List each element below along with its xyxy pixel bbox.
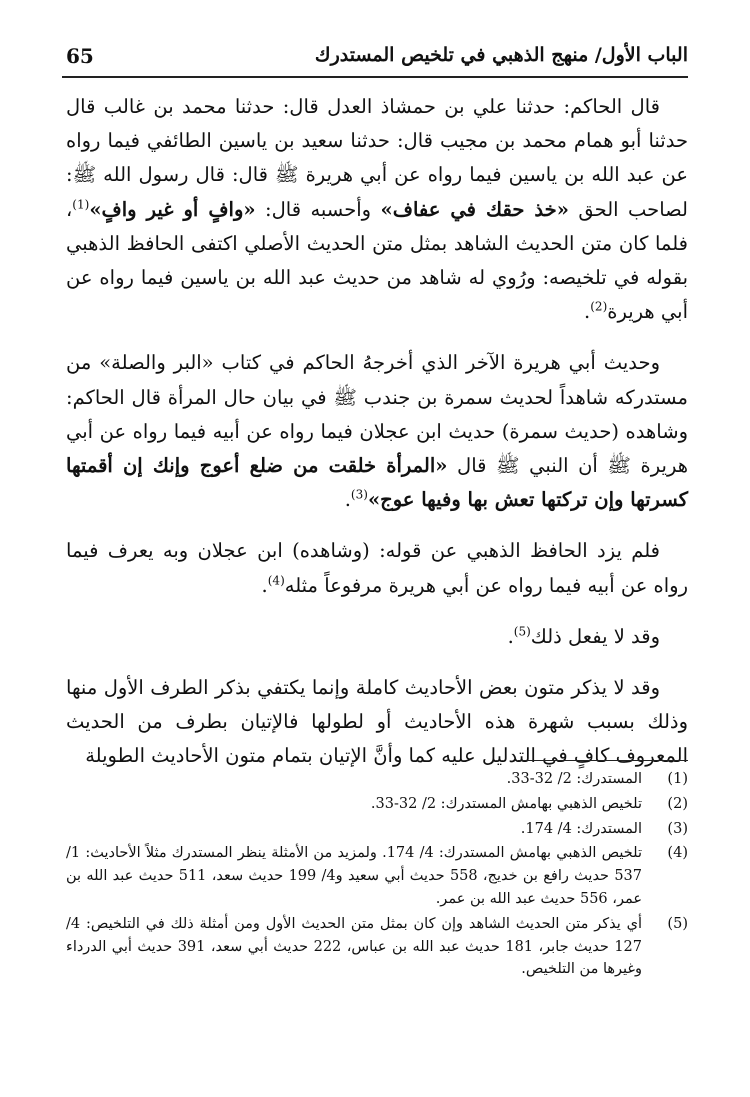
footnote bbox=[66, 913, 688, 981]
hadith-quote: «خذ حقك في عفاف» bbox=[380, 197, 569, 221]
footnote-text: أي يذكر متن الحديث الشاهد وإن كان بمثل متن الحديث الأول ومن أمثلة ذلك في التلخيص: 4/ 127 حديث جابر، 181 حديث عبد الله بن عباس، 222 حديث أبي سعد، 391 حديث أبي الدرداء وغيرها من التلخيص. bbox=[66, 915, 642, 978]
text-run: ، فلما كان متن الحديث الشاهد بمثل متن الحديث الأصلي اكتفى الحافظ الذهبي بقوله في تلخيصه: ورُوي له شاهد من حديث عبد الله بن ياسين فيما رواه عن أبي هريرة bbox=[66, 197, 688, 324]
text-run: . bbox=[261, 573, 268, 597]
text-run: وأحسبه قال: bbox=[255, 197, 381, 221]
footnote-ref: (2) bbox=[590, 299, 608, 314]
text-run: . bbox=[507, 624, 514, 648]
footnote bbox=[66, 818, 688, 841]
text-run: قال الحاكم: حدثنا علي بن حمشاذ العدل قال: حدثنا محمد بن غالب قال حدثنا أبو همام محمد بن مجيب قال: حدثنا سعيد بن ياسين الطائفي فيما رواه عن عبد الله بن ياسين فيما رواه عن أبي هريرة ﷺ قال: قال رسول الله ﷺ: لصاحب الحق bbox=[66, 95, 688, 221]
footnote-number: (3) bbox=[667, 820, 688, 837]
footnote-ref: (5) bbox=[513, 624, 531, 639]
footnote-number: (5) bbox=[667, 915, 688, 932]
footnote-number: (1) bbox=[667, 771, 688, 787]
text-run: فلم يزد الحافظ الذهبي عن قوله: (وشاهده) ابن عجلان وبه يعرف فيما رواه عن أبيه فيما رواه عن أبي هريرة مرفوعاً مثله bbox=[66, 539, 688, 597]
text-run: وقد لا يذكر متون بعض الأحاديث كاملة وإنما يكتفي بذكر الطرف الأول منها وذلك بسبب شهرة هذه الأحاديث أو لطولها فالإتيان بطرف من الحديث المعروف كافٍ في التدليل عليه كما وأنَّ الإتيان بتمام متون الأحاديث الطويلة bbox=[66, 676, 688, 768]
footnote-number: (4) bbox=[667, 845, 688, 862]
paragraph bbox=[66, 346, 688, 517]
paragraph bbox=[66, 671, 688, 774]
footnote bbox=[66, 842, 688, 910]
text-run: . bbox=[584, 300, 591, 324]
footnote-divider bbox=[518, 760, 688, 761]
paragraph bbox=[66, 90, 688, 329]
page-header bbox=[62, 38, 688, 78]
footnote-number: (2) bbox=[667, 795, 688, 812]
paragraph bbox=[66, 534, 688, 602]
footnote-ref: (3) bbox=[350, 487, 368, 502]
page-number: 65 bbox=[66, 44, 94, 68]
text-run: وحديث أبي هريرة الآخر الذي أخرجهُ الحاكم في كتاب «البر والصلة» من مستدركه شاهداً لحديث سمرة بن جندب ﷺ في بيان حال المرأة قال الحاكم: وشاهده (حديث سمرة) حديث ابن عجلان فيما رواه عن أبيه فيما رواه عن أبي هريرة ﷺ أن النبي ﷺ قال bbox=[66, 351, 688, 478]
text-run: وقد لا يفعل ذلك bbox=[530, 624, 660, 648]
footnote-text: تلخيص الذهبي بهامش المستدرك: 2/ 32-33. bbox=[370, 795, 642, 812]
hadith-quote: «المرأة خلقت من ضلع أعوج وإنك إن أقمتها كسرتها وإن تركتها تعش بها وفيها عوج» bbox=[66, 454, 688, 512]
footnotes bbox=[66, 768, 688, 983]
footnote bbox=[66, 768, 688, 791]
footnote bbox=[66, 793, 688, 816]
footnote-text: المستدرك: 2/ 32-33. bbox=[506, 771, 642, 787]
paragraph bbox=[66, 620, 688, 654]
body-text bbox=[66, 90, 688, 791]
footnote-ref: (1) bbox=[72, 197, 90, 212]
running-title: الباب الأول/ منهج الذهبي في تلخيص المستدرك bbox=[314, 44, 688, 66]
text-run: . bbox=[344, 488, 351, 512]
footnote-text: المستدرك: 4/ 174. bbox=[520, 820, 642, 837]
footnote-text: تلخيص الذهبي بهامش المستدرك: 4/ 174. ولمزيد من الأمثلة ينظر المستدرك مثلاً الأحاديث: 1/ 537 حديث رافع بن خديج، 558 حديث أبي سعيد و4/ 199 حديث سعد، 511 حديث عبد الله بن عمر، 556 حديث عبد الله بن عمر. bbox=[66, 845, 642, 907]
hadith-quote: «وافٍ أو غير وافٍ» bbox=[89, 197, 256, 221]
footnote-ref: (4) bbox=[267, 573, 285, 588]
